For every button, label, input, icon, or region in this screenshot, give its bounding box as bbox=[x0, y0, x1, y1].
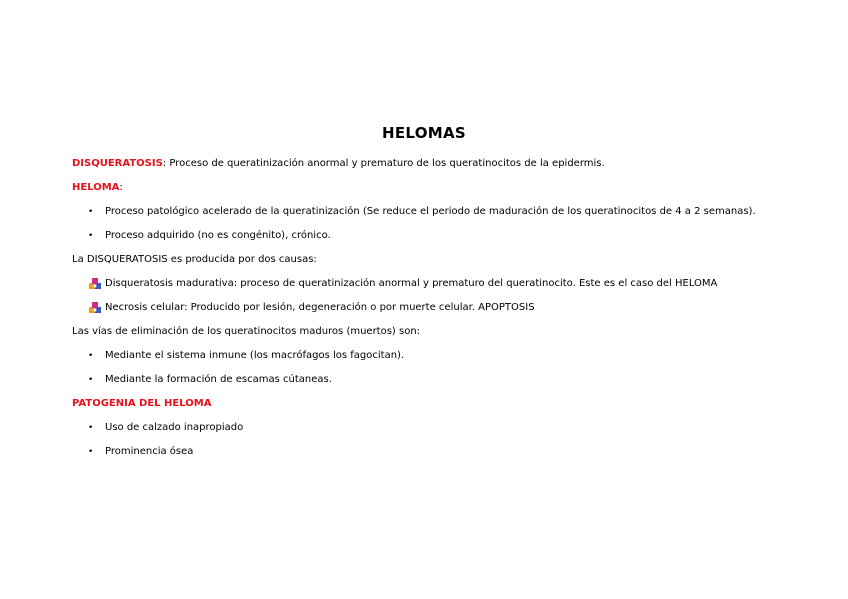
cause-item: Disqueratosis madurativa: proceso de queratinización anormal y prematuro del queratinocito. Este es el caso del HELOMA bbox=[105, 278, 718, 289]
disqueratosis-term: DISQUERATOSIS bbox=[72, 158, 163, 169]
page-title: HELOMAS bbox=[381, 124, 466, 142]
list-item bbox=[88, 445, 193, 459]
list-item-text: Proceso patológico acelerado de la queratinización (Se reduce el periodo de maduración de los queratinocitos de 4 a 2 semanas). bbox=[105, 206, 756, 217]
list-item bbox=[88, 349, 404, 363]
pathogenesis-heading: PATOGENIA DEL HELOMA bbox=[72, 398, 212, 409]
puzzle-bullet-icon bbox=[88, 301, 102, 315]
elimination-intro: Las vías de eliminación de los queratinocitos maduros (muertos) son: bbox=[72, 326, 421, 337]
bullet-icon: • bbox=[88, 207, 94, 217]
list-item-text: Uso de calzado inapropiado bbox=[105, 422, 244, 433]
list-item bbox=[88, 205, 756, 219]
causes-intro: La DISQUERATOSIS es producida por dos causas: bbox=[72, 254, 317, 265]
heloma-suffix: : bbox=[119, 182, 123, 193]
bullet-icon: • bbox=[88, 351, 94, 361]
bullet-icon: • bbox=[88, 375, 94, 385]
disqueratosis-text: : Proceso de queratinización anormal y prematuro de los queratinocitos de la epidermis. bbox=[162, 158, 605, 169]
list-item bbox=[88, 229, 331, 243]
list-item bbox=[88, 421, 243, 435]
cause-item: Necrosis celular: Producido por lesión, degeneración o por muerte celular. APOPTOSIS bbox=[105, 302, 535, 313]
list-item bbox=[88, 373, 332, 387]
list-item-text: Mediante el sistema inmune (los macrófagos los fagocitan). bbox=[105, 350, 405, 361]
bullet-icon: • bbox=[88, 423, 94, 433]
list-item-text: Mediante la formación de escamas cútaneas. bbox=[105, 374, 332, 385]
heloma-heading bbox=[72, 181, 123, 195]
list-item-text: Proceso adquirido (no es congénito), crónico. bbox=[105, 230, 331, 241]
puzzle-bullet-icon bbox=[88, 277, 102, 291]
disqueratosis-definition bbox=[72, 157, 605, 171]
list-item-text: Prominencia ósea bbox=[105, 446, 194, 457]
bullet-icon: • bbox=[88, 231, 94, 241]
bullet-icon: • bbox=[88, 447, 94, 457]
heloma-term: HELOMA bbox=[72, 182, 120, 193]
